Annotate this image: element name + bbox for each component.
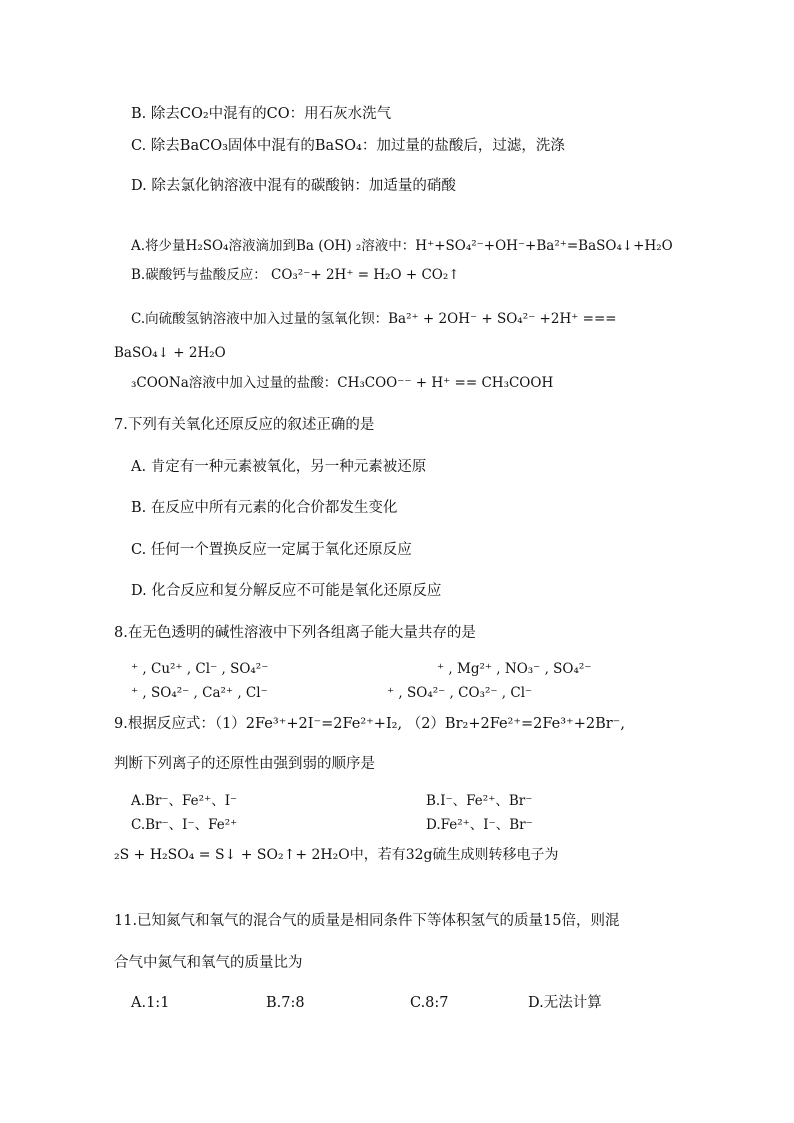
q9-option-d: D.Fe²⁺、I⁻、Br⁻ — [426, 817, 533, 833]
q8-option-d: ⁺ , SO₄²⁻ , CO₃²⁻ , Cl⁻ — [387, 685, 533, 701]
q9-option-c: C.Br⁻、I⁻、Fe²⁺ — [131, 817, 238, 833]
q11-option-c: C.8:7 — [410, 995, 449, 1011]
q9-stem: 9.根据反应式：（1）2Fe³⁺+2I⁻=2Fe²⁺+I₂, （2）Br₂+2Fe²⁺=2Fe³⁺+2Br⁻, — [114, 716, 625, 732]
q6-option-d: D. 除去氯化钠溶液中混有的碳酸钠：加适量的硝酸 — [131, 178, 456, 194]
ionic-eq-c-line2: BaSO₄↓ + 2H₂O — [114, 345, 226, 361]
q11-stem-2: 合气中氮气和氧气的质量比为 — [114, 955, 303, 971]
q7-option-c: C. 任何一个置换反应一定属于氧化还原反应 — [131, 542, 412, 558]
q7-option-a: A. 肯定有一种元素被氧化，另一种元素被还原 — [131, 459, 427, 475]
q8-option-c: ⁺ , SO₄²⁻ , Ca²⁺ , Cl⁻ — [131, 685, 268, 701]
q9-option-b: B.I⁻、Fe²⁺、Br⁻ — [426, 793, 533, 809]
q6-option-b: B. 除去CO₂中混有的CO：用石灰水洗气 — [131, 106, 392, 122]
q11-stem: 11.已知氮气和氧气的混合气的质量是相同条件下等体积氢气的质量15倍，则混 — [114, 913, 620, 929]
q8-option-b: ⁺ , Mg²⁺ , NO₃⁻ , SO₄²⁻ — [437, 661, 592, 677]
q9-option-a: A.Br⁻、Fe²⁺、I⁻ — [131, 793, 238, 809]
q7-option-b: B. 在反应中所有元素的化合价都发生变化 — [131, 500, 398, 516]
q8-option-a: ⁺ , Cu²⁺ , Cl⁻ , SO₄²⁻ — [131, 661, 269, 677]
ionic-eq-b: B.碳酸钙与盐酸反应： CO₃²⁻+ 2H⁺ = H₂O + CO₂↑ — [131, 267, 460, 283]
ionic-eq-a: A.将少量H₂SO₄溶液滴加到Ba (OH) ₂溶液中：H⁺+SO₄²⁻+OH⁻+Ba²⁺=BaSO₄↓+H₂O — [131, 238, 673, 254]
ionic-eq-c-line1: C.向硫酸氢钠溶液中加入过量的氢氧化钡：Ba²⁺ + 2OH⁻ + SO₄²⁻ +2H⁺ === — [131, 311, 617, 327]
q11-option-b: B.7:8 — [266, 995, 305, 1011]
q8-stem: 8.在无色透明的碱性溶液中下列各组离子能大量共存的是 — [114, 625, 476, 641]
q6-option-c: C. 除去BaCO₃固体中混有的BaSO₄：加过量的盐酸后，过滤，洗涤 — [131, 138, 565, 154]
q11-option-d: D.无法计算 — [528, 995, 602, 1011]
q7-stem: 7.下列有关氧化还原反应的叙述正确的是 — [114, 417, 375, 433]
q7-option-d: D. 化合反应和复分解反应不可能是氧化还原反应 — [131, 583, 442, 599]
ionic-eq-d: ₃COONa溶液中加入过量的盐酸：CH₃COO⁻⁻ + H⁺ == CH₃COOH — [131, 375, 554, 391]
q9-stem-2: 判断下列离子的还原性由强到弱的顺序是 — [114, 756, 375, 772]
q10-stem: ₂S + H₂SO₄ = S↓ + SO₂↑+ 2H₂O中，若有32g硫生成则转移电子为 — [114, 847, 559, 863]
q11-option-a: A.1:1 — [131, 995, 170, 1011]
